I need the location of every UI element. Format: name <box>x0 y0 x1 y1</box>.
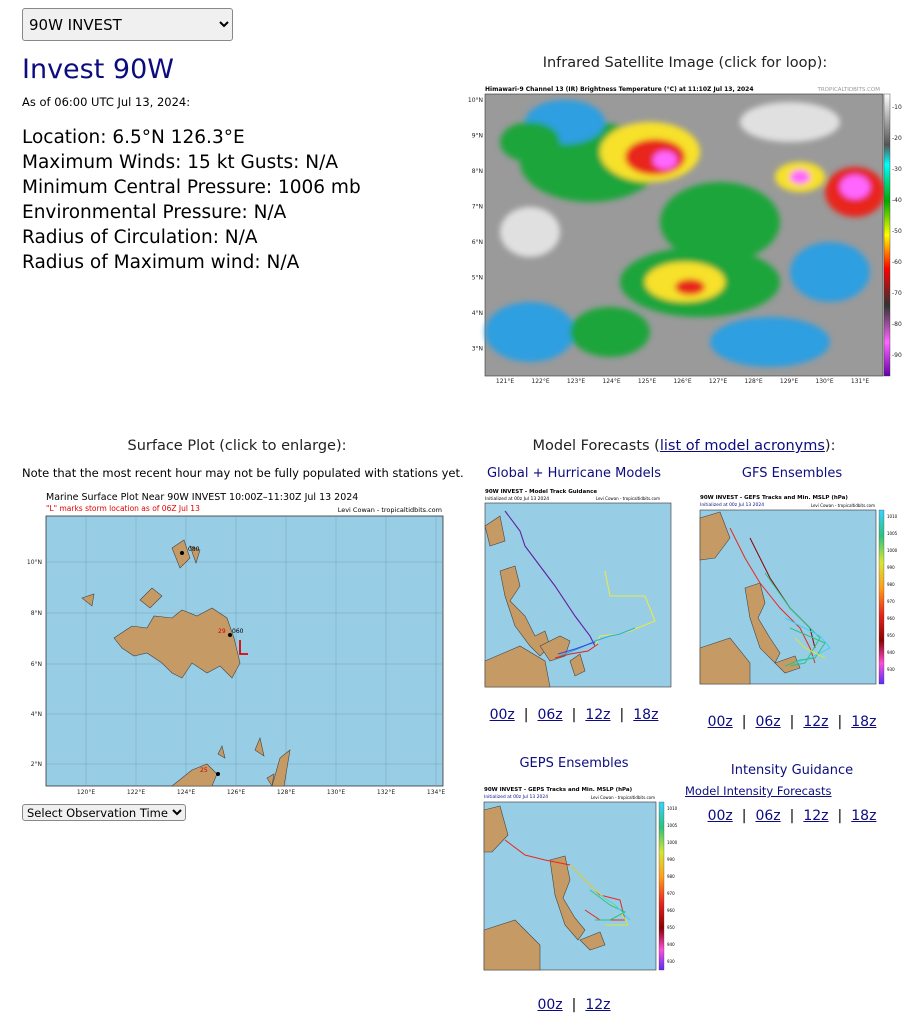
model-acronyms-link[interactable]: list of model acronyms <box>659 438 825 454</box>
gefs-image-subtitle: Initialized at 00z Jul 13 2024 <box>700 503 765 508</box>
mslp-scale-tick: 940 <box>667 942 675 947</box>
satellite-scale-tick: -10 <box>892 104 902 111</box>
mslp-scale-tick: 1005 <box>667 823 678 828</box>
satellite-scale-tick: -40 <box>892 197 902 204</box>
satellite-heading: Infrared Satellite Image (click for loop): <box>542 55 828 71</box>
run-separator: | <box>571 997 577 1013</box>
run-separator: | <box>523 707 529 723</box>
mslp-scale-tick: 950 <box>667 925 675 930</box>
surface-plot-image <box>22 488 448 796</box>
mslp-scale-tick: 950 <box>887 633 895 638</box>
page-title: Invest 90W <box>22 54 174 85</box>
geps-run-00z[interactable]: 00z <box>537 997 563 1013</box>
mslp-scale-tick: 960 <box>887 616 895 621</box>
radius-max-wind-text: Radius of Maximum wind: N/A <box>22 252 300 273</box>
min-pressure-text: Minimum Central Pressure: 1006 mb <box>22 177 361 198</box>
mslp-scale-tick: 1005 <box>887 531 898 536</box>
surface-heading: Surface Plot (click to enlarge): <box>127 438 347 454</box>
satellite-lat-tick: 5°N <box>471 274 483 282</box>
intensity-run-18z[interactable]: 18z <box>851 808 877 824</box>
global-models-label: Global + Hurricane Models <box>486 466 661 481</box>
satellite-scale-tick: -70 <box>892 290 902 297</box>
mslp-scale-tick: 980 <box>667 874 675 879</box>
surface-lon-tick: 126°E <box>226 789 246 796</box>
surface-lon-tick: 122°E <box>126 789 146 796</box>
satellite-lon-tick: 123°E <box>566 378 586 385</box>
env-pressure-text: Environmental Pressure: N/A <box>22 202 287 223</box>
surface-lon-tick: 124°E <box>176 789 196 796</box>
gefs-run-00z[interactable]: 00z <box>707 714 733 730</box>
satellite-scale-tick: -20 <box>892 135 902 142</box>
geps-image <box>470 780 680 974</box>
mslp-scale-tick: 1010 <box>887 514 898 519</box>
surface-lat-tick: 4°N <box>30 711 42 718</box>
satellite-lat-tick: 8°N <box>471 168 483 175</box>
surface-lon-tick: 128°E <box>276 789 296 796</box>
global-run-18z[interactable]: 18z <box>633 707 659 723</box>
surface-plot-subtitle: "L" marks storm location as of 06Z Jul 13 <box>46 504 200 513</box>
mslp-scale-tick: 930 <box>667 959 675 964</box>
surface-plot-title: Marine Surface Plot Near 90W INVEST 10:00Z–11:30Z Jul 13 2024 <box>46 492 359 503</box>
model-forecasts-heading <box>464 438 904 454</box>
surface-note: Note that the most recent hour may not be fully populated with stations yet. <box>22 466 464 480</box>
gefs-run-18z[interactable]: 18z <box>851 714 877 730</box>
satellite-lat-tick: 9°N <box>471 132 483 140</box>
model-forecasts-heading-suffix: ): <box>824 438 836 454</box>
surface-lat-tick: 8°N <box>30 610 42 617</box>
global-run-06z[interactable]: 06z <box>537 707 563 723</box>
mslp-scale-tick: 970 <box>887 599 895 604</box>
observation-time-select[interactable] <box>22 804 186 821</box>
gefs-image-link[interactable] <box>690 488 898 688</box>
satellite-scale-tick: -30 <box>892 166 902 173</box>
satellite-image-link[interactable] <box>467 82 902 385</box>
mslp-scale-tick: 930 <box>887 667 895 672</box>
satellite-lon-tick: 121°E <box>495 378 515 385</box>
gefs-run-06z[interactable]: 06z <box>755 714 781 730</box>
svg-text:29: 29 <box>218 628 226 635</box>
intensity-label: Intensity Guidance <box>730 763 854 778</box>
geps-image-link[interactable] <box>470 780 680 974</box>
satellite-image <box>467 82 902 385</box>
gefs-run-12z[interactable]: 12z <box>803 714 829 730</box>
surface-lat-tick: 2°N <box>30 761 42 768</box>
surface-plot-link[interactable] <box>22 488 448 796</box>
satellite-lat-tick: 4°N <box>471 310 483 317</box>
run-separator: | <box>789 808 795 824</box>
geps-run-links <box>470 997 678 1013</box>
gefs-image-credit: Levi Cowan - tropicaltidbits.com <box>810 503 875 508</box>
run-separator: | <box>789 714 795 730</box>
global-models-image <box>470 486 678 690</box>
satellite-lon-tick: 130°E <box>815 378 834 385</box>
satellite-lon-tick: 125°E <box>637 378 657 385</box>
global-run-00z[interactable]: 00z <box>489 707 515 723</box>
surface-lat-tick: 10°N <box>26 559 42 566</box>
gefs-label: GFS Ensembles <box>741 466 843 481</box>
gefs-image <box>690 488 898 688</box>
mslp-scale-tick: 1000 <box>667 840 678 845</box>
global-image-credit: Levi Cowan - tropicaltidbits.com <box>595 496 660 501</box>
global-image-title: 90W INVEST - Model Track Guidance <box>485 489 598 495</box>
satellite-lon-tick: 122°E <box>531 378 550 385</box>
satellite-lon-tick: 128°E <box>744 378 763 385</box>
mslp-scale-tick: 1010 <box>667 806 678 811</box>
mslp-scale-tick: 940 <box>887 650 895 655</box>
intensity-run-links <box>690 808 894 824</box>
storm-select[interactable] <box>22 8 233 41</box>
model-intensity-forecasts-link[interactable]: Model Intensity Forecasts <box>685 784 832 798</box>
location-text: Location: 6.5°N 126.3°E <box>22 127 245 148</box>
satellite-lat-tick: 3°N <box>471 345 483 353</box>
svg-text:080: 080 <box>188 546 200 553</box>
surface-lon-tick: 130°E <box>326 789 346 796</box>
mslp-scale-tick: 980 <box>887 582 895 587</box>
satellite-lon-tick: 131°E <box>850 378 870 385</box>
satellite-scale-tick: -80 <box>892 321 902 328</box>
geps-run-12z[interactable]: 12z <box>585 997 611 1013</box>
mslp-scale-tick: 1000 <box>887 548 898 553</box>
mslp-scale-tick: 990 <box>667 857 675 862</box>
satellite-lat-tick: 7°N <box>471 203 483 211</box>
satellite-image-title: Himawari-9 Channel 13 (IR) Brightness Temperature (°C) at 11:10Z Jul 13, 2024 <box>485 86 754 93</box>
mslp-scale-tick: 970 <box>667 891 675 896</box>
surface-plot-credit: Levi Cowan - tropicaltidbits.com <box>337 506 442 514</box>
intensity-run-06z[interactable]: 06z <box>755 808 781 824</box>
global-run-12z[interactable]: 12z <box>585 707 611 723</box>
run-separator: | <box>837 808 843 824</box>
satellite-lon-tick: 129°E <box>779 378 799 385</box>
satellite-lat-tick: 6°N <box>471 239 483 246</box>
satellite-lat-tick: 10°N <box>467 97 483 104</box>
surface-lon-tick: 134°E <box>426 789 446 796</box>
gefs-image-title: 90W INVEST - GEFS Tracks and Min. MSLP (hPa) <box>700 495 848 501</box>
mslp-scale-tick: 960 <box>667 908 675 913</box>
satellite-lon-tick: 124°E <box>602 378 621 385</box>
surface-lat-tick: 6°N <box>30 661 42 668</box>
surface-lon-tick: 132°E <box>376 789 396 796</box>
satellite-scale-tick: -60 <box>892 259 902 266</box>
svg-text:25: 25 <box>200 767 208 774</box>
geps-image-subtitle: Initialized at 00z Jul 13 2024 <box>484 795 549 800</box>
satellite-credit: TROPICALTIDBITS.COM <box>817 87 880 93</box>
global-models-run-links <box>470 707 678 723</box>
run-separator: | <box>837 714 843 730</box>
satellite-lon-tick: 126°E <box>673 378 692 385</box>
satellite-scale-tick: -90 <box>892 352 902 359</box>
intensity-run-12z[interactable]: 12z <box>803 808 829 824</box>
gefs-run-links <box>690 714 894 730</box>
global-models-image-link[interactable] <box>470 486 678 690</box>
run-separator: | <box>619 707 625 723</box>
global-image-subtitle: Initialized at 00z Jul 13 2024 <box>485 497 550 502</box>
geps-label: GEPS Ensembles <box>519 756 629 771</box>
radius-circulation-text: Radius of Circulation: N/A <box>22 227 258 248</box>
as-of-timestamp: As of 06:00 UTC Jul 13, 2024: <box>22 95 191 109</box>
satellite-lon-tick: 127°E <box>708 378 728 385</box>
intensity-run-00z[interactable]: 00z <box>707 808 733 824</box>
max-winds-text: Maximum Winds: 15 kt Gusts: N/A <box>22 152 338 173</box>
run-separator: | <box>571 707 577 723</box>
mslp-scale-tick: 990 <box>887 565 895 570</box>
satellite-scale-tick: -50 <box>892 228 902 235</box>
run-separator: | <box>741 808 747 824</box>
surface-lon-tick: 120°E <box>76 789 96 796</box>
geps-image-title: 90W INVEST - GEPS Tracks and Min. MSLP (hPa) <box>484 787 633 793</box>
geps-image-credit: Levi Cowan - tropicaltidbits.com <box>590 795 655 800</box>
model-forecasts-heading-prefix: Model Forecasts ( <box>532 438 660 454</box>
svg-text:060: 060 <box>232 628 244 635</box>
run-separator: | <box>741 714 747 730</box>
